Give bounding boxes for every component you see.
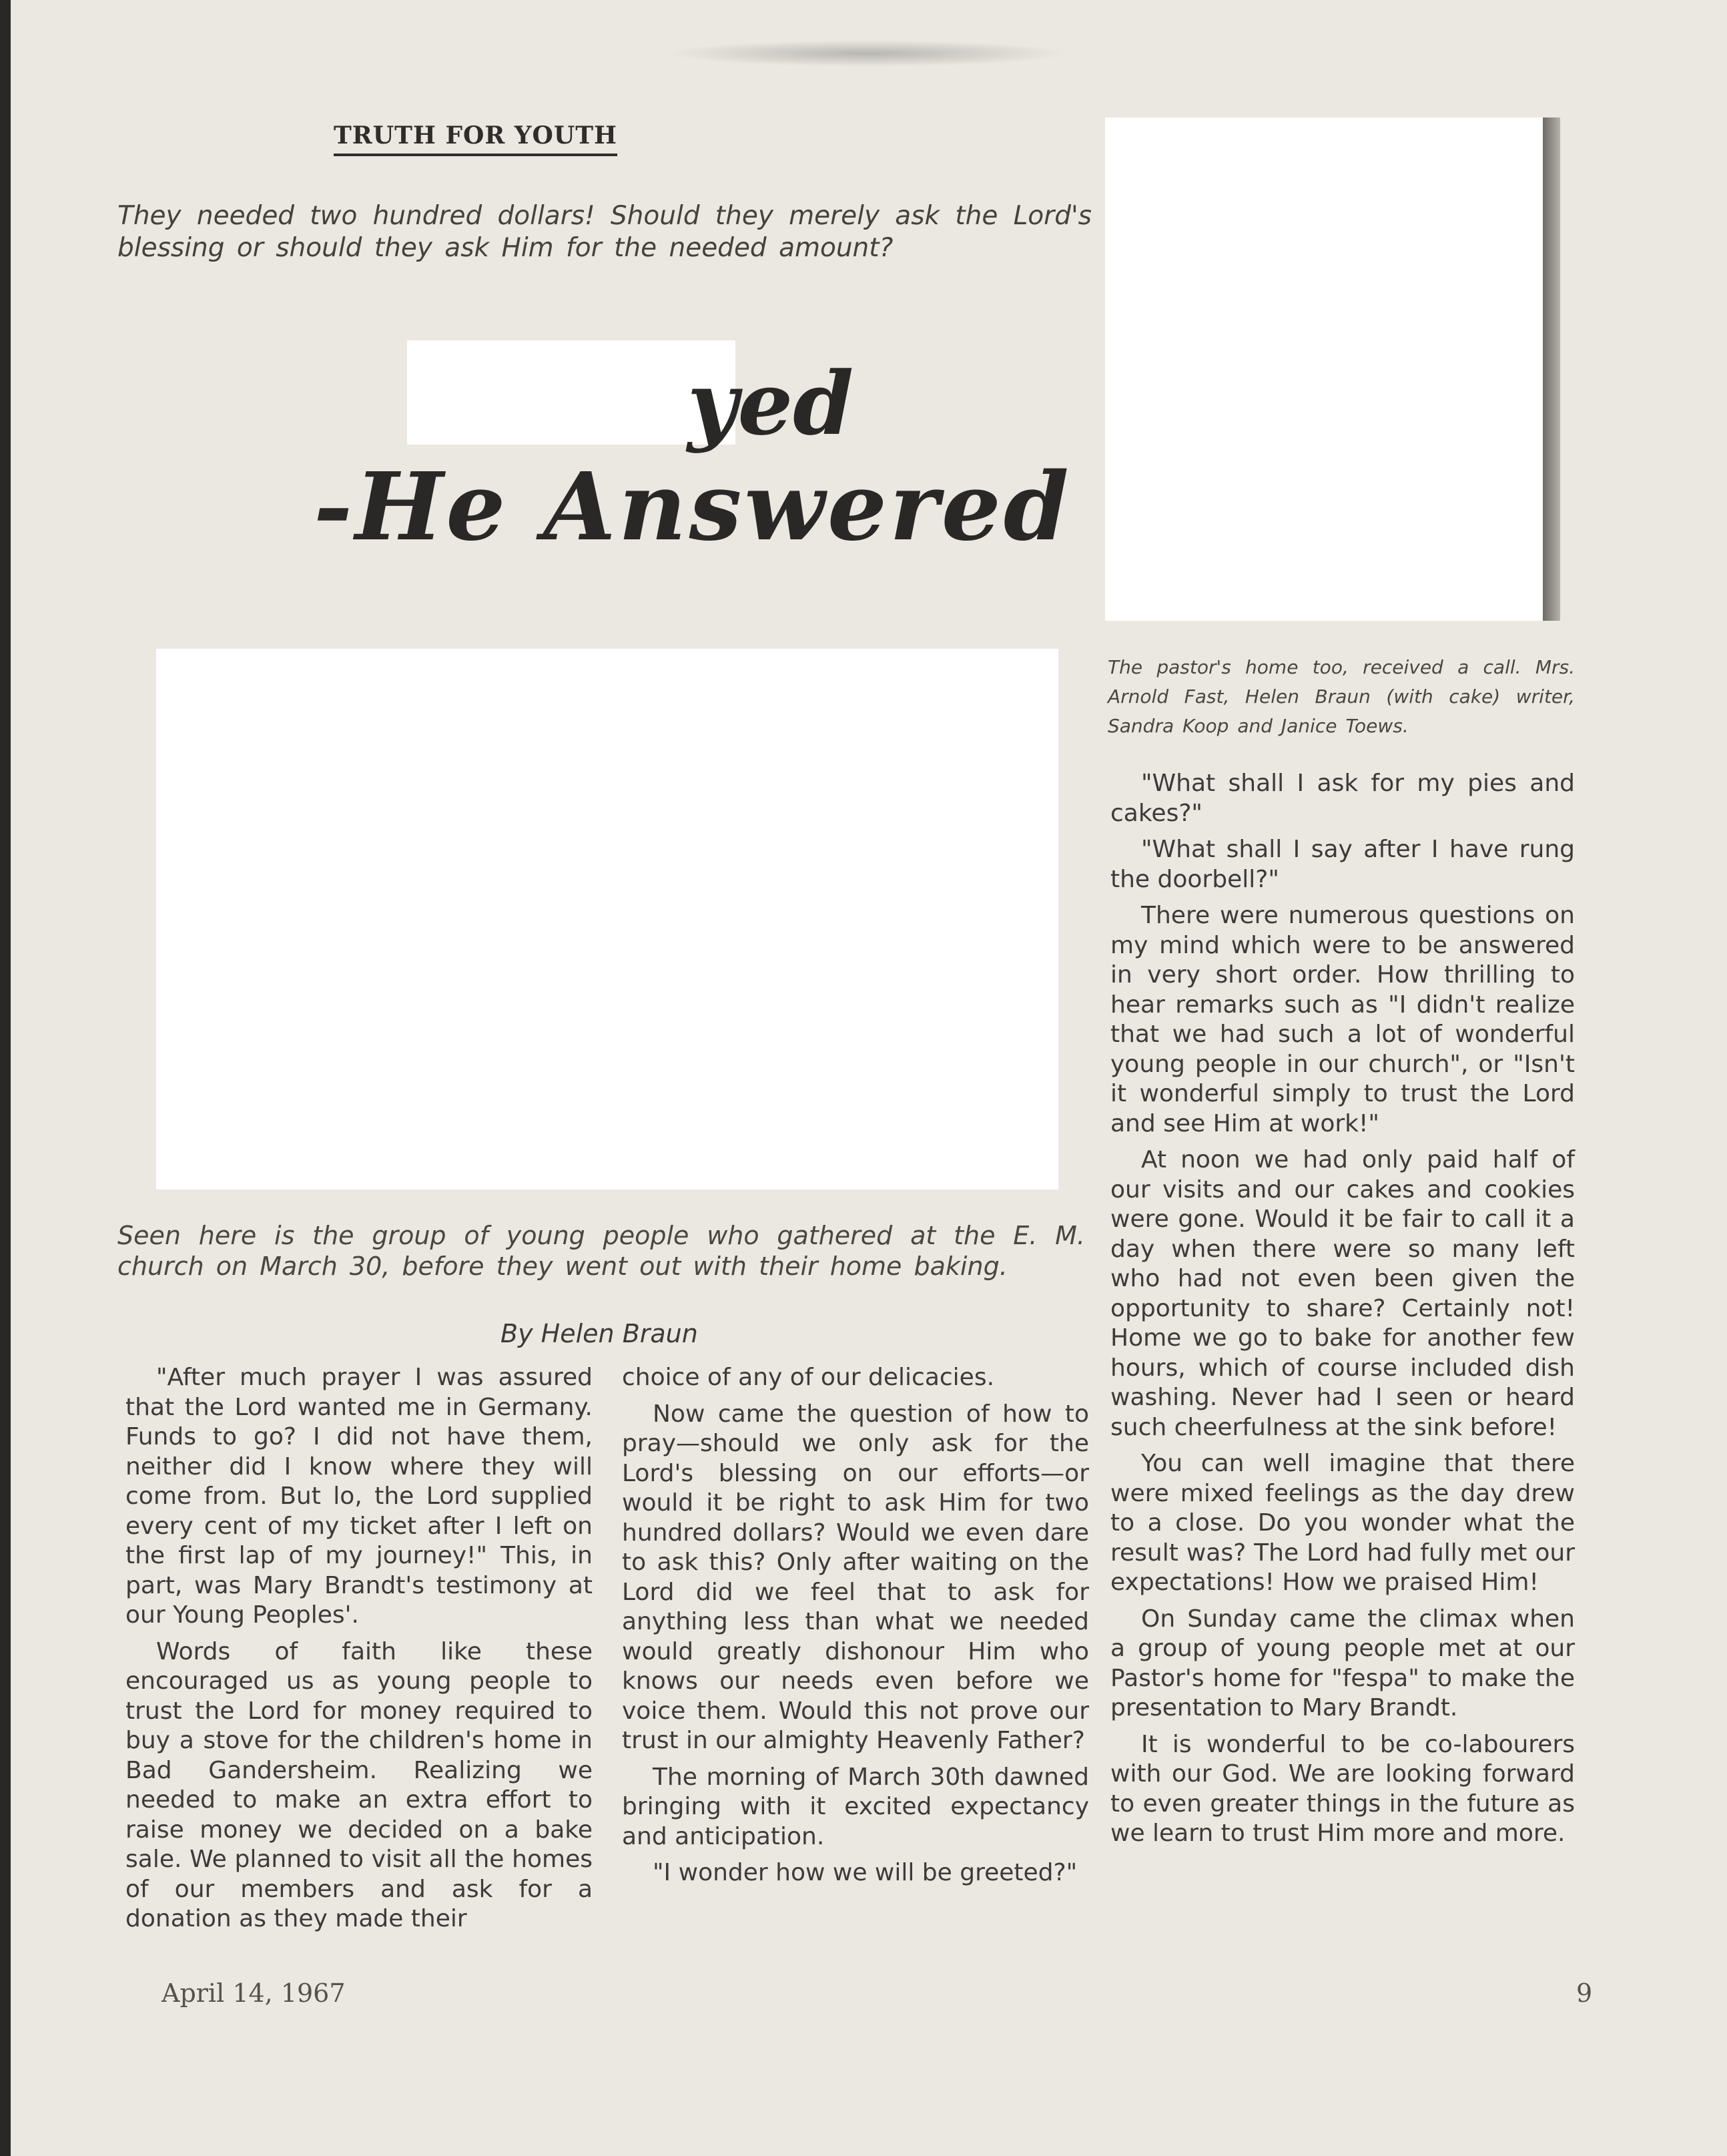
pastor-home-photo-caption: The pastor's home too, received a call. Mrs. Arnold Fast, Helen Braun (with cake) writer, Sandra Koop and Janice Toews. [1108, 656, 1575, 737]
photo-edge-shadow [1543, 117, 1560, 621]
intro-deck: They needed two hundred dollars! Should they merely ask the Lord's blessing or should they ask Him for the needed amount? [117, 201, 1092, 263]
headline-redaction [407, 340, 735, 445]
page-binding-edge [0, 0, 11, 2156]
pastor-home-photo [1105, 117, 1543, 621]
youth-group-photo [156, 649, 1058, 1189]
paragraph: Words of faith like these encouraged us as young people to trust the Lord for money required to buy a stove for the children's home in Bad Gandersheim. Realizing we needed to make an extra effort to raise money we decided on a bake sale. We planned to visit all the homes of our members and ask for a donation as they made their [125, 1637, 593, 1932]
article-column-2 [622, 1363, 1089, 1895]
paragraph: "What shall I ask for my pies and cakes?" [1110, 770, 1575, 827]
page-number: 9 [1576, 1978, 1593, 2008]
print-smudge [667, 40, 1068, 67]
article-column-3 [1110, 769, 1575, 1856]
paragraph: You can well imagine that there were mixed feelings as the day drew to a close. Do you wonder what the result was? The Lord had fully met our expectations! How we praised Him! [1110, 1450, 1575, 1596]
issue-date: April 14, 1967 [161, 1978, 346, 2008]
paragraph: There were numerous questions on my mind which were to be answered in very short order. How thrilling to hear remarks such as "I didn't realize that we had such a lot of wonderful young people in our church", or "Isn't it wonderful simply to trust the Lord and see Him at work!" [1110, 902, 1575, 1137]
paragraph: It is wonderful to be co-labourers with our God. We are looking forward to even greater things in the future as we learn to trust Him more and more. [1110, 1730, 1575, 1847]
headline-line-2: -He Answered [314, 453, 1072, 562]
paragraph: The morning of March 30th dawned bringing with it excited expectancy and anticipation. [622, 1763, 1089, 1850]
headline-line-1: yed [687, 352, 854, 455]
paragraph: On Sunday came the climax when a group of young people met at our Pastor's home for "fespa" to make the presentation to Mary Brandt. [1110, 1605, 1575, 1721]
section-label: TRUTH FOR YOUTH [334, 121, 617, 156]
paragraph: At noon we had only paid half of our visits and our cakes and cookies were gone. Would it be fair to call it a day when there were so many left who had not even been given the opportunity to share? Certainly not! Home we go to bake for another few hours, which of course included dish washing. Never had I seen or heard such cheerfulness at the sink before! [1110, 1146, 1575, 1441]
paragraph: Now came the question of how to pray—should we only ask for the Lord's blessing on our efforts—or would it be right to ask Him for two hundred dollars? Would we even dare to ask this? Only after waiting on the Lord did we feel that to ask for anything less than what we needed would greatly dishonour Him who knows our needs even before we voice them. Would this not prove our trust in our almighty Heavenly Father? [622, 1400, 1089, 1754]
paragraph: "After much prayer I was assured that the Lord wanted me in Germany. Funds to go? I did not have them, neither did I know where they will come from. But lo, the Lord supplied every cent of my ticket after I left on the first lap of my journey!" This, in part, was Mary Brandt's testimony at our Young Peoples'. [125, 1364, 593, 1629]
youth-group-photo-caption: Seen here is the group of young people who gathered at the E. M. church on March 30, before they went out with their home baking. [117, 1221, 1085, 1281]
paragraph: "What shall I say after I have rung the doorbell?" [1110, 836, 1575, 893]
byline: By Helen Braun [500, 1319, 698, 1348]
article-column-1 [125, 1363, 593, 1941]
paragraph: "I wonder how we will be greeted?" [653, 1859, 1078, 1886]
paragraph: choice of any of our delicacies. [622, 1364, 995, 1391]
